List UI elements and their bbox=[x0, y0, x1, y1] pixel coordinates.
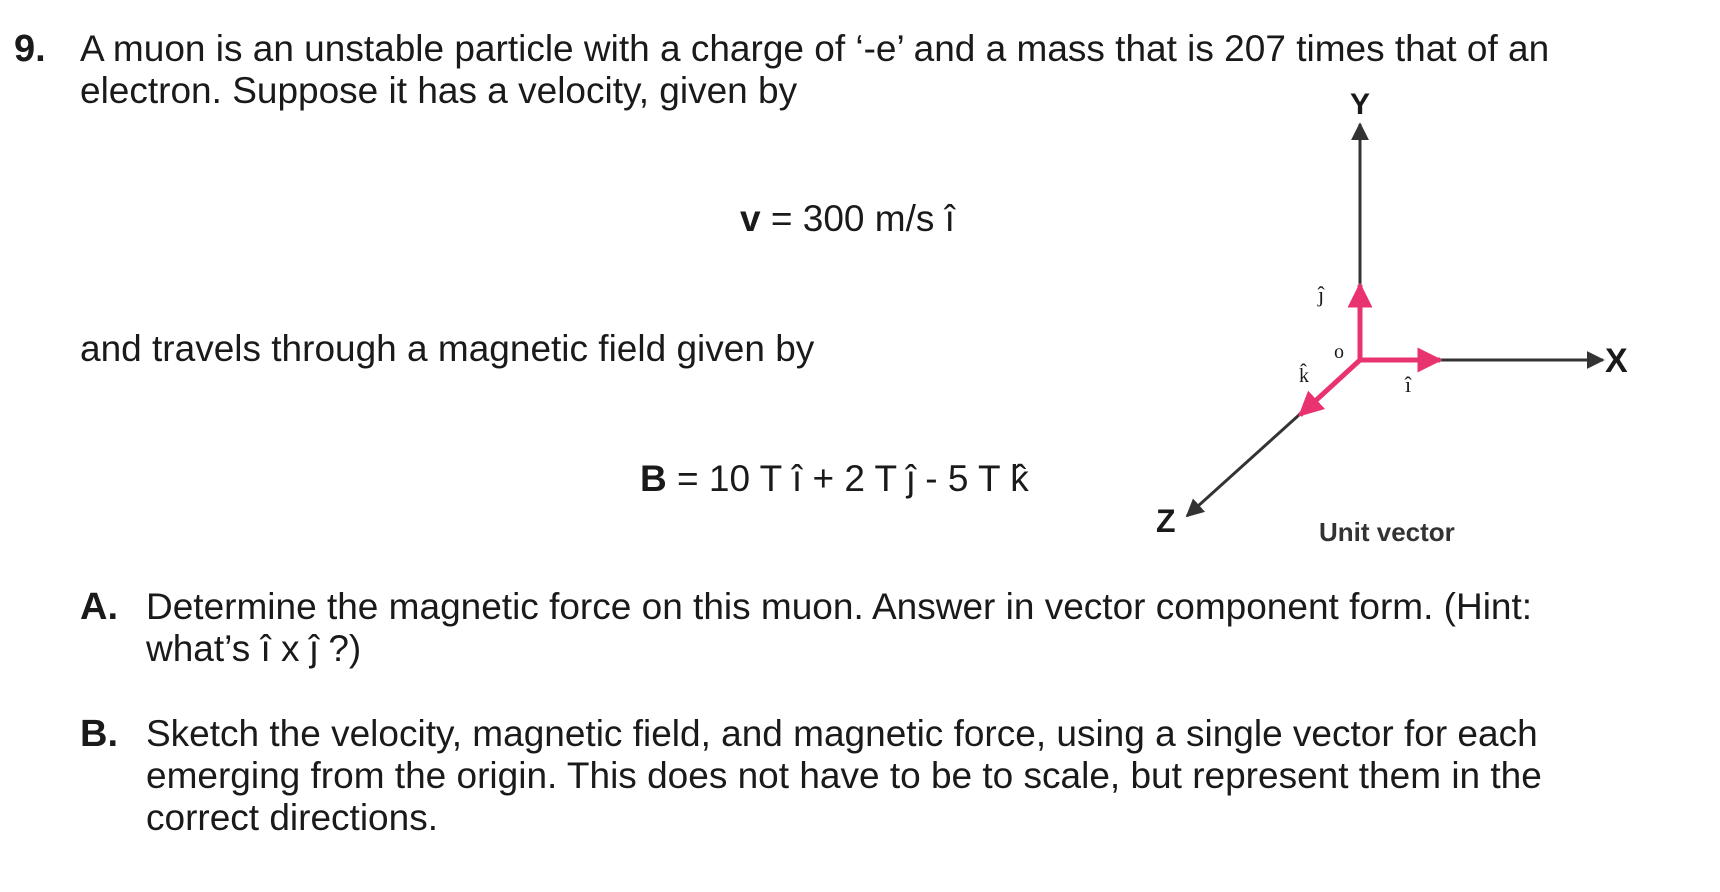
unit-k-label: k̂ bbox=[1299, 365, 1309, 387]
question-line-2: electron. Suppose it has a velocity, given by bbox=[80, 70, 798, 111]
part-b-line-1: Sketch the velocity, magnetic field, and magnetic force, using a single vector for each bbox=[146, 713, 1538, 754]
part-b-line-3: correct directions. bbox=[146, 797, 438, 838]
part-b-text bbox=[146, 713, 1542, 839]
question-number: 9. bbox=[14, 28, 46, 70]
diagram-caption: Unit vector bbox=[1319, 517, 1455, 547]
unit-i-label: î bbox=[1405, 372, 1412, 397]
unit-k-arrow bbox=[1300, 360, 1360, 415]
part-a-line-2: what’s î x ĵ ?) bbox=[146, 628, 362, 669]
velocity-symbol: v bbox=[740, 198, 761, 239]
part-a-line-1: Determine the magnetic force on this muon. Answer in vector component form. (Hint: bbox=[146, 586, 1533, 627]
part-a-text bbox=[146, 586, 1532, 670]
part-a-letter: A. bbox=[80, 586, 118, 628]
axis-x-label: X bbox=[1605, 342, 1628, 380]
question-line-1: A muon is an unstable particle with a charge of ‘-e’ and a mass that is 207 times that of an bbox=[80, 28, 1550, 69]
field-symbol: B bbox=[640, 458, 667, 499]
part-b-letter: B. bbox=[80, 713, 118, 755]
travel-text: and travels through a magnetic field given by bbox=[80, 328, 815, 369]
part-b-line-2: emerging from the origin. This does not have to be to scale, but represent them in the bbox=[146, 755, 1542, 796]
axis-z-label: Z bbox=[1156, 503, 1176, 539]
velocity-value: = 300 m/s î bbox=[760, 198, 955, 239]
axis-y-label: Y bbox=[1350, 88, 1371, 121]
field-value: = 10 T î + 2 T ĵ - 5 T k̂ bbox=[666, 458, 1029, 499]
unit-j-label: ĵ bbox=[1318, 282, 1325, 307]
origin-label: o bbox=[1334, 341, 1344, 363]
